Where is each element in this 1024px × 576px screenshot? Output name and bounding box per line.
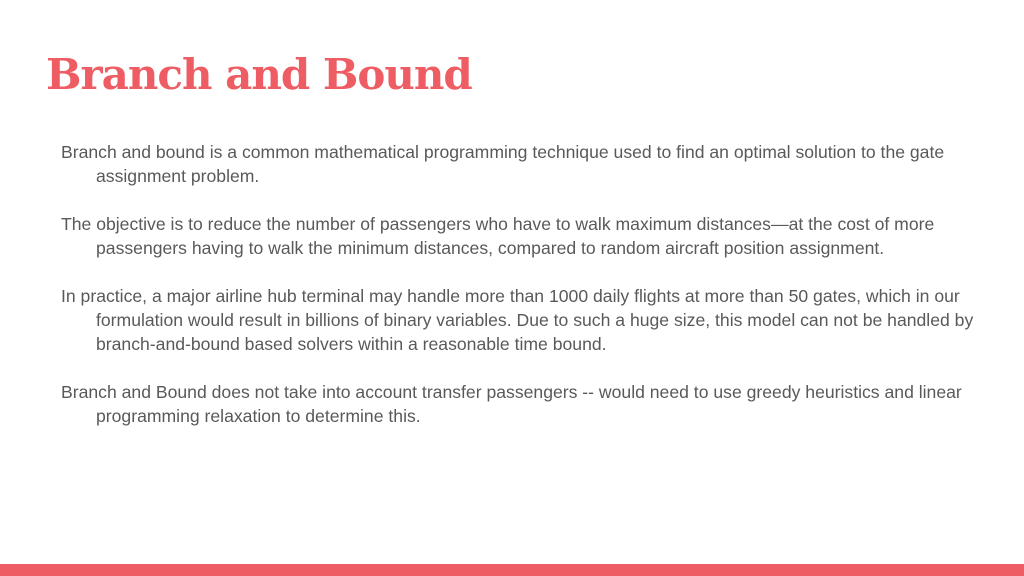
slide-body [61, 140, 991, 452]
slide-title: Branch and Bound [46, 50, 472, 99]
body-paragraph-3: In practice, a major airline hub terminal may handle more than 1000 daily flights at more than 50 gates, which in our formulation would result in billions of binary variables. Due to such a huge size, this model can not be handled by branch-and-bound based solvers within a reasonable time bound. [61, 286, 974, 354]
body-paragraph-2: The objective is to reduce the number of passengers who have to walk maximum distances—at the cost of more passengers having to walk the minimum distances, compared to random aircraft position assignment. [61, 214, 935, 258]
bottom-accent-bar [0, 564, 1024, 576]
body-paragraph-4: Branch and Bound does not take into account transfer passengers -- would need to use greedy heuristics and linear programming relaxation to determine this. [61, 382, 962, 426]
body-paragraph-1: Branch and bound is a common mathematical programming technique used to find an optimal solution to the gate assignment problem. [61, 142, 945, 186]
